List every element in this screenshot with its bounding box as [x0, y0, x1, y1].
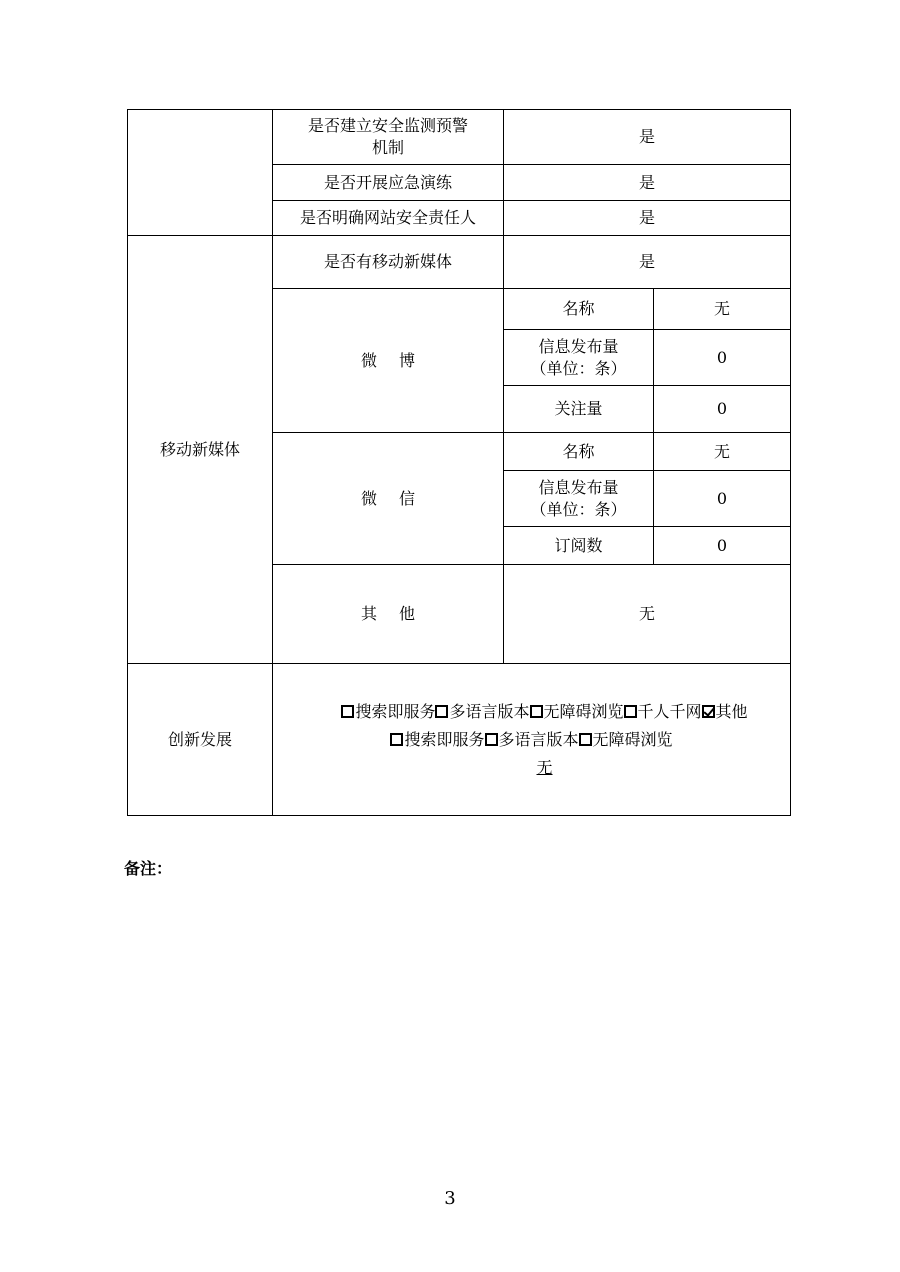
line2-option-label: 无障碍浏览 — [592, 729, 673, 749]
checkbox-empty-icon[interactable] — [390, 733, 403, 746]
row-monitoring — [128, 110, 791, 165]
innovation-options-line2 — [277, 726, 786, 754]
drill-value: 是 — [504, 165, 791, 201]
has-mobile-media-label: 是否有移动新媒体 — [273, 236, 504, 289]
weibo-name-label: 名称 — [504, 289, 654, 330]
innovation-options-line1 — [277, 698, 786, 726]
checkbox-empty-icon[interactable] — [341, 705, 354, 718]
line2-option-label: 搜索即服务 — [404, 729, 485, 749]
wechat-name-label: 名称 — [504, 433, 654, 471]
wechat-posts-label: 信息发布量 （单位：条） — [504, 471, 654, 527]
drill-label: 是否开展应急演练 — [273, 165, 504, 201]
line2-option-label: 多语言版本 — [498, 729, 579, 749]
innovation-options — [273, 664, 791, 816]
checkbox-empty-icon[interactable] — [530, 705, 543, 718]
owner-value: 是 — [504, 201, 791, 236]
report-table — [127, 109, 791, 816]
wechat-label: 微 信 — [273, 433, 504, 565]
remark-label: 备注： — [124, 859, 173, 878]
weibo-name-value: 无 — [654, 289, 791, 330]
wechat-subscribers-label: 订阅数 — [504, 527, 654, 565]
monitoring-label-line1: 是否建立安全监测预警 — [307, 116, 468, 135]
row-has-mobile-media — [128, 236, 791, 289]
line1-option-label: 无障碍浏览 — [543, 701, 624, 721]
checkbox-empty-icon[interactable] — [579, 733, 592, 746]
weibo-followers-value: 0 — [654, 386, 791, 433]
innovation-other-value: 无 — [536, 757, 553, 777]
line1-option-label: 搜索即服务 — [355, 701, 436, 721]
wechat-posts-value: 0 — [654, 471, 791, 527]
monitoring-label-line2: 机制 — [371, 138, 404, 157]
page-number: 3 — [444, 1188, 456, 1209]
owner-label: 是否明确网站安全责任人 — [273, 201, 504, 236]
row-innovation — [128, 664, 791, 816]
weibo-posts-label: 信息发布量 （单位：条） — [504, 330, 654, 386]
checkbox-empty-icon[interactable] — [485, 733, 498, 746]
innovation-other-line — [277, 754, 786, 782]
wechat-name-value: 无 — [654, 433, 791, 471]
has-mobile-media-value: 是 — [504, 236, 791, 289]
line1-option-label: 多语言版本 — [449, 701, 530, 721]
weibo-label: 微 博 — [273, 289, 504, 433]
other-media-value: 无 — [504, 565, 791, 664]
weibo-posts-value: 0 — [654, 330, 791, 386]
mobile-media-section-label: 移动新媒体 — [128, 236, 273, 664]
line1-option-label: 千人千网 — [637, 701, 702, 721]
line1-option-label: 其他 — [715, 701, 748, 721]
weibo-followers-label: 关注量 — [504, 386, 654, 433]
checkbox-empty-icon[interactable] — [435, 705, 448, 718]
innovation-section-label: 创新发展 — [128, 664, 273, 816]
monitoring-value: 是 — [504, 110, 791, 165]
checkbox-empty-icon[interactable] — [624, 705, 637, 718]
monitoring-label — [273, 110, 504, 165]
security-section-cell — [128, 110, 273, 236]
other-media-label: 其 他 — [273, 565, 504, 664]
wechat-subscribers-value: 0 — [654, 527, 791, 565]
checkbox-checked-icon[interactable] — [702, 705, 715, 718]
